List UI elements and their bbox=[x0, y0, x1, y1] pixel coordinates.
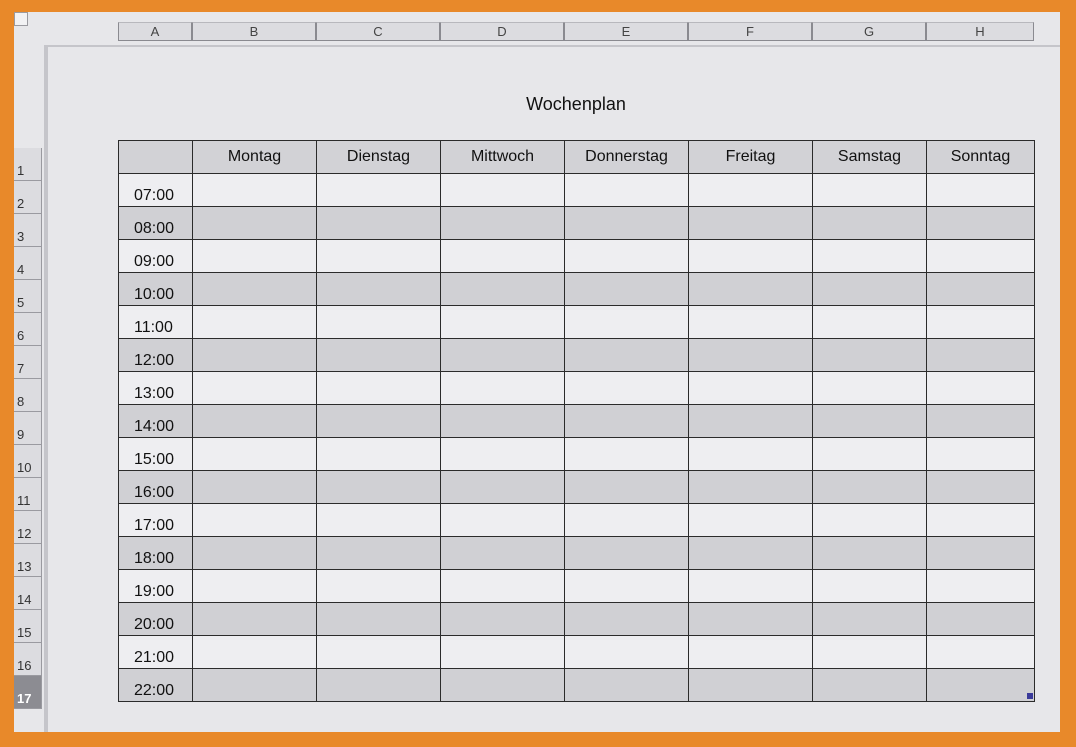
column-header-d[interactable]: D bbox=[440, 22, 564, 41]
schedule-cell-samstag[interactable] bbox=[813, 306, 927, 339]
schedule-row bbox=[119, 603, 1035, 636]
schedule-cell-samstag[interactable] bbox=[813, 174, 927, 207]
schedule-row bbox=[119, 636, 1035, 669]
schedule-cell-sonntag[interactable] bbox=[927, 207, 1035, 240]
time-cell[interactable]: 10:00 bbox=[119, 273, 193, 306]
row-header-6[interactable]: 6 bbox=[14, 313, 42, 346]
day-header-sonntag[interactable]: Sonntag bbox=[927, 141, 1035, 174]
schedule-cell-mittwoch[interactable] bbox=[441, 339, 565, 372]
schedule-cell-mittwoch[interactable] bbox=[441, 240, 565, 273]
schedule-cell-samstag[interactable] bbox=[813, 537, 927, 570]
time-cell[interactable]: 14:00 bbox=[119, 405, 193, 438]
schedule-cell-samstag[interactable] bbox=[813, 339, 927, 372]
schedule-cell-sonntag[interactable] bbox=[927, 471, 1035, 504]
column-header-a[interactable]: A bbox=[118, 22, 192, 41]
day-header-dienstag[interactable]: Dienstag bbox=[317, 141, 441, 174]
row-header-10[interactable]: 10 bbox=[14, 445, 42, 478]
spreadsheet-window bbox=[14, 12, 1060, 732]
schedule-cell-freitag[interactable] bbox=[689, 603, 813, 636]
day-header-montag[interactable]: Montag bbox=[193, 141, 317, 174]
schedule-row bbox=[119, 504, 1035, 537]
schedule-cell-montag[interactable] bbox=[193, 438, 317, 471]
schedule-cell-freitag[interactable] bbox=[689, 306, 813, 339]
row-header-14[interactable]: 14 bbox=[14, 577, 42, 610]
day-header-samstag[interactable]: Samstag bbox=[813, 141, 927, 174]
schedule-cell-samstag[interactable] bbox=[813, 504, 927, 537]
schedule-cell-samstag[interactable] bbox=[813, 372, 927, 405]
schedule-cell-mittwoch[interactable] bbox=[441, 438, 565, 471]
schedule-cell-freitag[interactable] bbox=[689, 669, 813, 702]
schedule-cell-montag[interactable] bbox=[193, 570, 317, 603]
time-cell[interactable]: 21:00 bbox=[119, 636, 193, 669]
schedule-cell-sonntag[interactable] bbox=[927, 372, 1035, 405]
schedule-cell-mittwoch[interactable] bbox=[441, 537, 565, 570]
time-cell[interactable]: 08:00 bbox=[119, 207, 193, 240]
schedule-cell-samstag[interactable] bbox=[813, 273, 927, 306]
sheet-shadow-left bbox=[44, 45, 48, 732]
schedule-cell-sonntag[interactable] bbox=[927, 174, 1035, 207]
corner-cell[interactable] bbox=[119, 141, 193, 174]
time-cell[interactable]: 11:00 bbox=[119, 306, 193, 339]
schedule-cell-dienstag[interactable] bbox=[317, 438, 441, 471]
time-cell[interactable]: 12:00 bbox=[119, 339, 193, 372]
row-header-17[interactable]: 17 bbox=[14, 676, 42, 709]
schedule-cell-sonntag[interactable] bbox=[927, 570, 1035, 603]
schedule-cell-montag[interactable] bbox=[193, 504, 317, 537]
fill-handle[interactable] bbox=[1027, 693, 1033, 699]
schedule-cell-dienstag[interactable] bbox=[317, 339, 441, 372]
schedule-cell-montag[interactable] bbox=[193, 306, 317, 339]
schedule-row bbox=[119, 339, 1035, 372]
schedule-row bbox=[119, 273, 1035, 306]
schedule-cell-donnerstag[interactable] bbox=[565, 570, 689, 603]
schedule-cell-donnerstag[interactable] bbox=[565, 537, 689, 570]
schedule-cell-donnerstag[interactable] bbox=[565, 669, 689, 702]
day-header-donnerstag[interactable]: Donnerstag bbox=[565, 141, 689, 174]
schedule-cell-montag[interactable] bbox=[193, 273, 317, 306]
schedule-cell-freitag[interactable] bbox=[689, 240, 813, 273]
schedule-cell-sonntag[interactable] bbox=[927, 636, 1035, 669]
row-header-16[interactable]: 16 bbox=[14, 643, 42, 676]
schedule-cell-freitag[interactable] bbox=[689, 339, 813, 372]
schedule-cell-dienstag[interactable] bbox=[317, 306, 441, 339]
schedule-cell-donnerstag[interactable] bbox=[565, 438, 689, 471]
schedule-cell-sonntag[interactable] bbox=[927, 669, 1035, 702]
schedule-row bbox=[119, 537, 1035, 570]
schedule-cell-montag[interactable] bbox=[193, 471, 317, 504]
schedule-cell-freitag[interactable] bbox=[689, 372, 813, 405]
schedule-cell-donnerstag[interactable] bbox=[565, 306, 689, 339]
schedule-cell-montag[interactable] bbox=[193, 207, 317, 240]
schedule-cell-mittwoch[interactable] bbox=[441, 471, 565, 504]
row-header-11[interactable]: 11 bbox=[14, 478, 42, 511]
schedule-row bbox=[119, 471, 1035, 504]
schedule-cell-dienstag[interactable] bbox=[317, 405, 441, 438]
schedule-cell-samstag[interactable] bbox=[813, 669, 927, 702]
schedule-cell-sonntag[interactable] bbox=[927, 405, 1035, 438]
schedule-row bbox=[119, 669, 1035, 702]
schedule-cell-donnerstag[interactable] bbox=[565, 471, 689, 504]
schedule-row bbox=[119, 405, 1035, 438]
schedule-row bbox=[119, 174, 1035, 207]
row-header-15[interactable]: 15 bbox=[14, 610, 42, 643]
schedule-cell-dienstag[interactable] bbox=[317, 537, 441, 570]
row-header-4[interactable]: 4 bbox=[14, 247, 42, 280]
schedule-cell-freitag[interactable] bbox=[689, 207, 813, 240]
schedule-row bbox=[119, 372, 1035, 405]
day-header-freitag[interactable]: Freitag bbox=[689, 141, 813, 174]
schedule-cell-mittwoch[interactable] bbox=[441, 207, 565, 240]
time-cell[interactable]: 09:00 bbox=[119, 240, 193, 273]
schedule-cell-dienstag[interactable] bbox=[317, 372, 441, 405]
row-header-1[interactable]: 1 bbox=[14, 148, 42, 181]
schedule-cell-freitag[interactable] bbox=[689, 504, 813, 537]
schedule-cell-donnerstag[interactable] bbox=[565, 339, 689, 372]
time-cell[interactable]: 17:00 bbox=[119, 504, 193, 537]
schedule-cell-freitag[interactable] bbox=[689, 636, 813, 669]
schedule-cell-sonntag[interactable] bbox=[927, 504, 1035, 537]
schedule-cell-freitag[interactable] bbox=[689, 405, 813, 438]
time-cell[interactable]: 07:00 bbox=[119, 174, 193, 207]
schedule-cell-freitag[interactable] bbox=[689, 174, 813, 207]
schedule-row bbox=[119, 207, 1035, 240]
schedule-cell-montag[interactable] bbox=[193, 603, 317, 636]
schedule-cell-mittwoch[interactable] bbox=[441, 174, 565, 207]
schedule-cell-donnerstag[interactable] bbox=[565, 636, 689, 669]
schedule-cell-sonntag[interactable] bbox=[927, 438, 1035, 471]
schedule-cell-mittwoch[interactable] bbox=[441, 504, 565, 537]
row-header-12[interactable]: 12 bbox=[14, 511, 42, 544]
schedule-cell-dienstag[interactable] bbox=[317, 174, 441, 207]
schedule-cell-donnerstag[interactable] bbox=[565, 603, 689, 636]
time-cell[interactable]: 16:00 bbox=[119, 471, 193, 504]
time-cell[interactable]: 19:00 bbox=[119, 570, 193, 603]
day-header-mittwoch[interactable]: Mittwoch bbox=[441, 141, 565, 174]
column-header-g[interactable]: G bbox=[812, 22, 926, 41]
schedule-cell-montag[interactable] bbox=[193, 372, 317, 405]
row-header-2[interactable]: 2 bbox=[14, 181, 42, 214]
schedule-cell-sonntag[interactable] bbox=[927, 306, 1035, 339]
schedule-cell-montag[interactable] bbox=[193, 405, 317, 438]
row-header-9[interactable]: 9 bbox=[14, 412, 42, 445]
schedule-cell-montag[interactable] bbox=[193, 537, 317, 570]
schedule-cell-samstag[interactable] bbox=[813, 471, 927, 504]
schedule-cell-mittwoch[interactable] bbox=[441, 636, 565, 669]
row-header-5[interactable]: 5 bbox=[14, 280, 42, 313]
schedule-cell-montag[interactable] bbox=[193, 339, 317, 372]
schedule-cell-dienstag[interactable] bbox=[317, 273, 441, 306]
schedule-cell-samstag[interactable] bbox=[813, 636, 927, 669]
schedule-cell-samstag[interactable] bbox=[813, 207, 927, 240]
schedule-cell-samstag[interactable] bbox=[813, 405, 927, 438]
schedule-row bbox=[119, 438, 1035, 471]
schedule-cell-samstag[interactable] bbox=[813, 570, 927, 603]
schedule-cell-sonntag[interactable] bbox=[927, 240, 1035, 273]
schedule-cell-montag[interactable] bbox=[193, 240, 317, 273]
schedule-cell-donnerstag[interactable] bbox=[565, 504, 689, 537]
schedule-cell-donnerstag[interactable] bbox=[565, 372, 689, 405]
row-header-7[interactable]: 7 bbox=[14, 346, 42, 379]
schedule-cell-dienstag[interactable] bbox=[317, 603, 441, 636]
schedule-cell-mittwoch[interactable] bbox=[441, 570, 565, 603]
schedule-cell-donnerstag[interactable] bbox=[565, 174, 689, 207]
row-header-13[interactable]: 13 bbox=[14, 544, 42, 577]
schedule-row bbox=[119, 306, 1035, 339]
schedule-cell-donnerstag[interactable] bbox=[565, 240, 689, 273]
column-header-f[interactable]: F bbox=[688, 22, 812, 41]
schedule-cell-freitag[interactable] bbox=[689, 471, 813, 504]
schedule-row bbox=[119, 570, 1035, 603]
schedule-cell-mittwoch[interactable] bbox=[441, 372, 565, 405]
schedule-cell-mittwoch[interactable] bbox=[441, 306, 565, 339]
row-header-3[interactable]: 3 bbox=[14, 214, 42, 247]
row-header-bar bbox=[14, 148, 42, 708]
select-all-button[interactable] bbox=[14, 12, 28, 26]
time-cell[interactable]: 18:00 bbox=[119, 537, 193, 570]
time-cell[interactable]: 20:00 bbox=[119, 603, 193, 636]
schedule-cell-freitag[interactable] bbox=[689, 537, 813, 570]
schedule-cell-dienstag[interactable] bbox=[317, 471, 441, 504]
time-cell[interactable]: 13:00 bbox=[119, 372, 193, 405]
time-cell[interactable]: 15:00 bbox=[119, 438, 193, 471]
schedule-row bbox=[119, 240, 1035, 273]
schedule-cell-montag[interactable] bbox=[193, 669, 317, 702]
day-header-row bbox=[119, 141, 1035, 174]
schedule-cell-freitag[interactable] bbox=[689, 273, 813, 306]
schedule-cell-freitag[interactable] bbox=[689, 438, 813, 471]
schedule-cell-donnerstag[interactable] bbox=[565, 273, 689, 306]
schedule-cell-sonntag[interactable] bbox=[927, 537, 1035, 570]
schedule-cell-mittwoch[interactable] bbox=[441, 273, 565, 306]
schedule-cell-dienstag[interactable] bbox=[317, 669, 441, 702]
weekly-schedule-table bbox=[118, 140, 1035, 702]
time-cell[interactable]: 22:00 bbox=[119, 669, 193, 702]
column-header-h[interactable]: H bbox=[926, 22, 1034, 41]
schedule-cell-dienstag[interactable] bbox=[317, 240, 441, 273]
schedule-cell-donnerstag[interactable] bbox=[565, 405, 689, 438]
schedule-cell-sonntag[interactable] bbox=[927, 339, 1035, 372]
schedule-cell-mittwoch[interactable] bbox=[441, 669, 565, 702]
schedule-cell-dienstag[interactable] bbox=[317, 207, 441, 240]
schedule-cell-donnerstag[interactable] bbox=[565, 207, 689, 240]
column-header-c[interactable]: C bbox=[316, 22, 440, 41]
schedule-cell-montag[interactable] bbox=[193, 174, 317, 207]
schedule-cell-mittwoch[interactable] bbox=[441, 603, 565, 636]
column-header-b[interactable]: B bbox=[192, 22, 316, 41]
schedule-cell-sonntag[interactable] bbox=[927, 603, 1035, 636]
schedule-cell-dienstag[interactable] bbox=[317, 504, 441, 537]
sheet-shadow bbox=[44, 45, 1060, 47]
schedule-cell-freitag[interactable] bbox=[689, 570, 813, 603]
column-header-e[interactable]: E bbox=[564, 22, 688, 41]
schedule-cell-dienstag[interactable] bbox=[317, 636, 441, 669]
schedule-cell-dienstag[interactable] bbox=[317, 570, 441, 603]
schedule-cell-samstag[interactable] bbox=[813, 603, 927, 636]
page-title: Wochenplan bbox=[526, 94, 626, 114]
schedule-cell-mittwoch[interactable] bbox=[441, 405, 565, 438]
row-header-8[interactable]: 8 bbox=[14, 379, 42, 412]
schedule-cell-sonntag[interactable] bbox=[927, 273, 1035, 306]
schedule-cell-samstag[interactable] bbox=[813, 438, 927, 471]
schedule-cell-montag[interactable] bbox=[193, 636, 317, 669]
schedule-cell-samstag[interactable] bbox=[813, 240, 927, 273]
